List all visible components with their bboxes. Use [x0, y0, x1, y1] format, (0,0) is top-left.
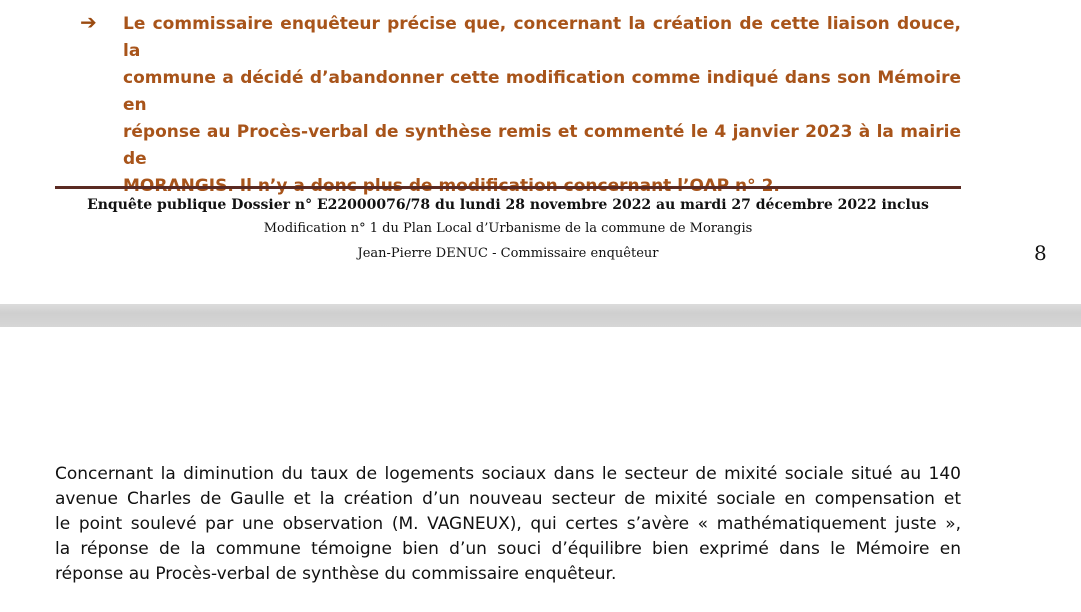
- body-line: le point soulevé par une observation (M. VAGNEUX), qui certes s’avère « mathématiquement juste »,: [55, 514, 961, 534]
- page-number: 8: [1034, 241, 1047, 265]
- body-line: Concernant la diminution du taux de logements sociaux dans le secteur de mixité sociale situé au 140: [55, 464, 961, 484]
- note-line: réponse au Procès-verbal de synthèse remis et commenté le 4 janvier 2023 à la mairie de: [123, 122, 961, 169]
- footer-divider: [55, 186, 961, 189]
- body-line: la réponse de la commune témoigne bien d’un souci d’équilibre bien exprimé dans le Mémoire en: [55, 539, 961, 559]
- footer-plan-subtitle: Modification n° 1 du Plan Local d’Urbanisme de la commune de Morangis: [263, 221, 753, 236]
- footer-inquiry-title: Enquête publique Dossier n° E22000076/78 du lundi 28 novembre 2022 au mardi 27 décembre 2022 inclus: [87, 197, 929, 213]
- document-page-8: [0, 0, 1081, 304]
- body-line: réponse au Procès-verbal de synthèse du commissaire enquêteur.: [55, 564, 617, 584]
- commissioner-note-paragraph: [123, 11, 961, 200]
- page-separator: [0, 304, 1081, 327]
- footer-author: Jean-Pierre DENUC - Commissaire enquêteur: [357, 246, 659, 261]
- body-paragraph: [55, 462, 961, 587]
- document-page-9: [0, 327, 1081, 612]
- arrow-bullet-icon: ➔: [80, 10, 97, 34]
- note-line: commune a décidé d’abandonner cette modification comme indiqué dans son Mémoire en: [123, 68, 961, 115]
- note-line: Le commissaire enquêteur précise que, concernant la création de cette liaison douce, la: [123, 14, 961, 61]
- body-line: avenue Charles de Gaulle et la création d’un nouveau secteur de mixité sociale en compensation et: [55, 489, 961, 509]
